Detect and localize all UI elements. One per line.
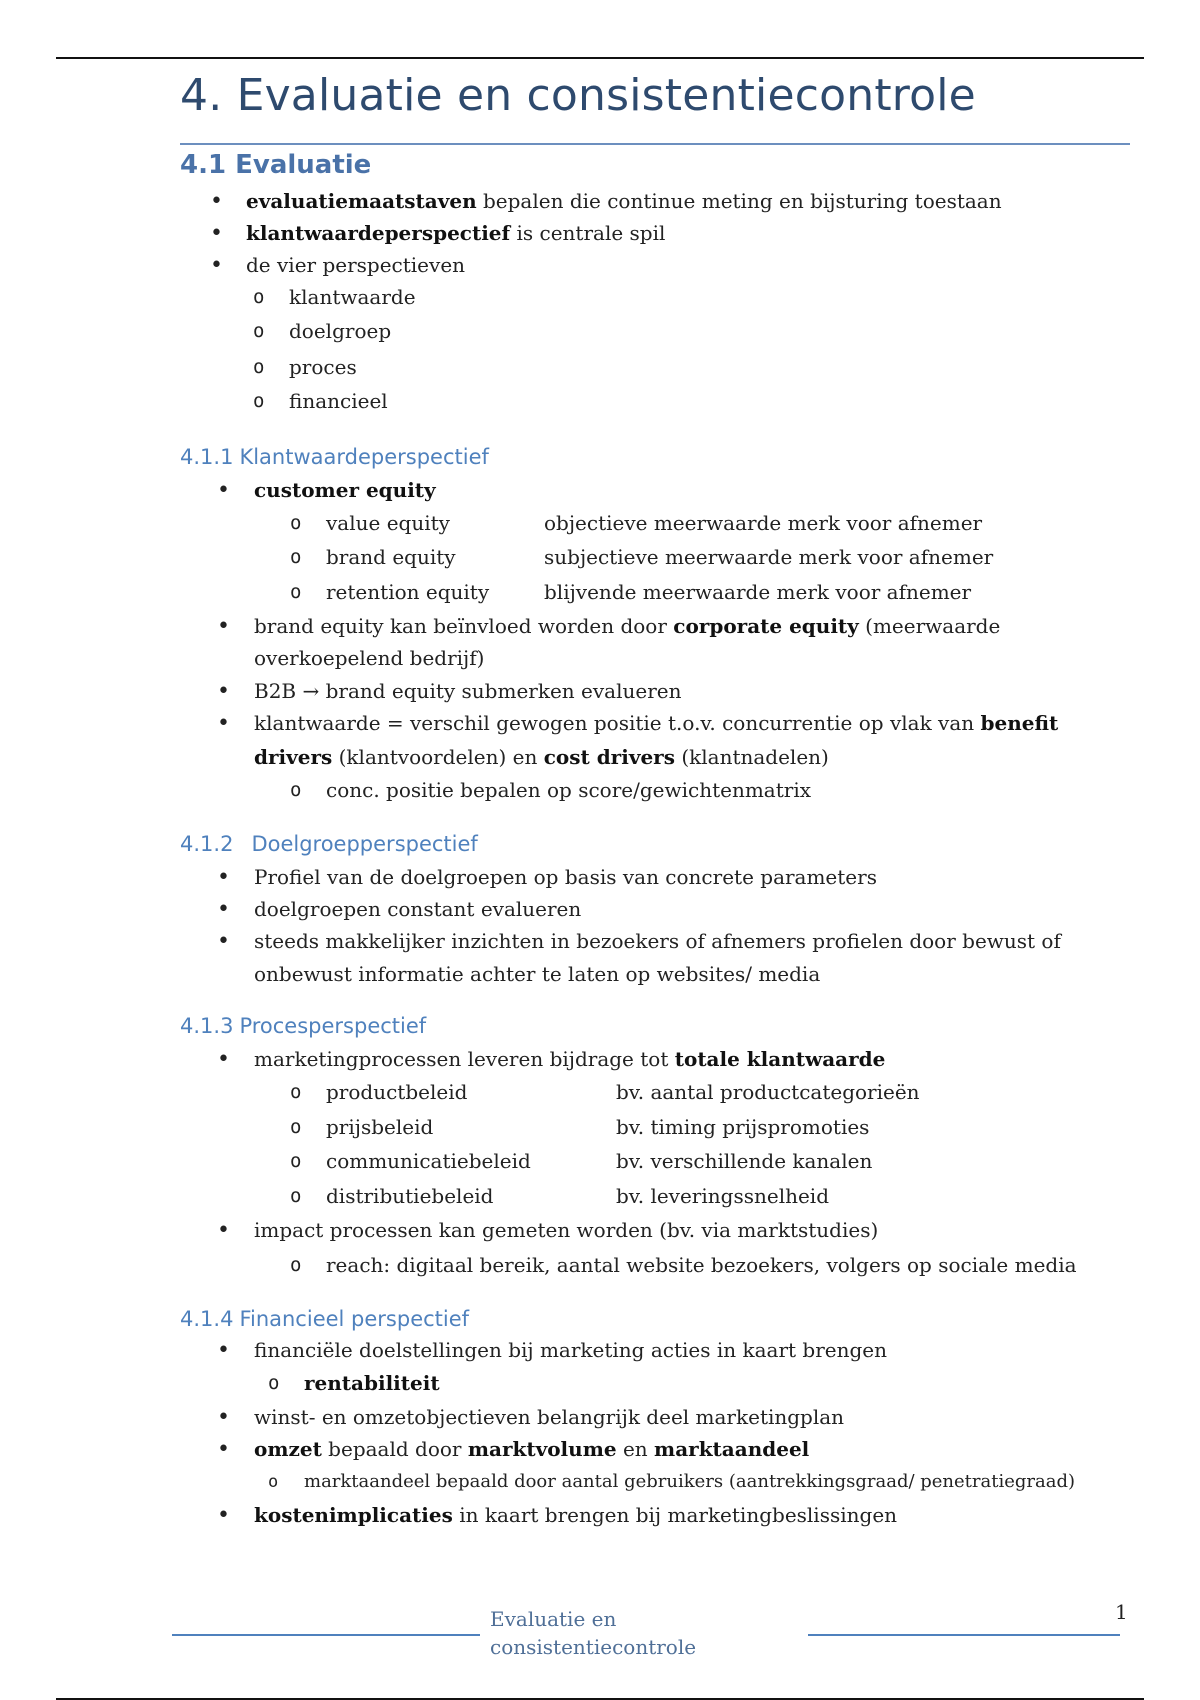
list-item: steeds makkelijker inzichten in bezoekers of afnemers profielen door bewust of xyxy=(254,929,1061,953)
list-item: evaluatiemaatstaven bepalen die continue meting en bijsturing toestaan xyxy=(246,189,1002,213)
sub-bullet: o xyxy=(290,1150,302,1172)
sub-bullet: o xyxy=(290,1081,302,1103)
top-rule xyxy=(56,57,1144,59)
sub-list-item: financieel xyxy=(289,389,388,413)
bullet xyxy=(217,676,230,707)
bullet xyxy=(217,1434,230,1465)
sub-list-item: proces xyxy=(289,355,357,379)
page-number: 1 xyxy=(1115,1600,1128,1624)
bullet xyxy=(217,1335,230,1366)
example: bv. verschillende kanalen xyxy=(616,1149,873,1173)
list-item: klantwaardeperspectief is centrale spil xyxy=(246,221,666,245)
sub-list-item: distributiebeleid xyxy=(326,1184,494,1208)
sub-bullet: o xyxy=(290,512,302,534)
list-item: doelgroepen constant evalueren xyxy=(254,897,582,921)
section-heading-4-1: 4.1 Evaluatie xyxy=(180,150,372,180)
sub-list-item: retention equity xyxy=(326,580,490,604)
footer-title: Evaluatie en consistentiecontrole xyxy=(490,1607,697,1659)
sub-list-item: productbeleid xyxy=(326,1080,468,1104)
sub-list-item: prijsbeleid xyxy=(326,1115,434,1139)
list-item: Profiel van de doelgroepen op basis van concrete parameters xyxy=(254,865,877,889)
list-item-continuation: drivers (klantvoordelen) en cost drivers (klantnadelen) xyxy=(254,745,829,769)
example: bv. leveringssnelheid xyxy=(616,1184,830,1208)
sub-list-item: value equity xyxy=(326,511,450,535)
section-heading-4-1-1: 4.1.1 Klantwaardeperspectief xyxy=(180,445,489,469)
list-item: omzet bepaald door marktvolume en marktaandeel xyxy=(254,1437,810,1461)
bullet xyxy=(217,1215,230,1246)
sub-bullet: o xyxy=(268,1372,280,1394)
list-item-continuation: onbewust informatie achter te laten op websites/ media xyxy=(254,962,821,986)
section-heading-4-1-3: 4.1.3 Procesperspectief xyxy=(180,1014,427,1038)
title-underline xyxy=(180,143,1130,145)
bullet xyxy=(217,1044,230,1075)
sub-bullet: o xyxy=(290,581,302,603)
list-item: marketingprocessen leveren bijdrage tot totale klantwaarde xyxy=(254,1047,886,1071)
example: bv. aantal productcategorieën xyxy=(616,1080,920,1104)
list-item: impact processen kan gemeten worden (bv. via marktstudies) xyxy=(254,1218,879,1242)
bullet xyxy=(217,708,230,739)
sub-list-item: klantwaarde xyxy=(289,285,416,309)
list-item: B2B → brand equity submerken evalueren xyxy=(254,679,682,703)
bullet xyxy=(217,894,230,925)
section-heading-4-1-4: 4.1.4 Financieel perspectief xyxy=(180,1307,470,1331)
page-title: 4. Evaluatie en consistentiecontrole xyxy=(180,70,976,121)
bullet xyxy=(217,611,230,642)
definition: subjectieve meerwaarde merk voor afnemer xyxy=(544,545,994,569)
bullet xyxy=(217,1500,230,1531)
sub-bullet: o xyxy=(290,546,302,568)
sub-list-item: brand equity xyxy=(326,545,456,569)
sub-list-item: marktaandeel bepaald door aantal gebruikers (aantrekkingsgraad/ penetratiegraad) xyxy=(304,1471,1076,1492)
definition: objectieve meerwaarde merk voor afnemer xyxy=(544,511,983,535)
sub-list-item: rentabiliteit xyxy=(304,1371,440,1395)
bullet xyxy=(210,250,223,281)
sub-list-item: communicatiebeleid xyxy=(326,1149,531,1173)
section-heading-4-1-2: 4.1.2 Doelgroepperspectief xyxy=(180,832,478,856)
footer-rule-right xyxy=(808,1634,1120,1636)
bullet xyxy=(217,475,230,506)
sub-bullet: o xyxy=(253,286,265,308)
bullet xyxy=(210,186,223,217)
definition: blijvende meerwaarde merk voor afnemer xyxy=(544,580,972,604)
list-item: de vier perspectieven xyxy=(246,253,466,277)
sub-bullet: o xyxy=(268,1472,279,1492)
sub-bullet: o xyxy=(290,779,302,801)
bullet xyxy=(210,218,223,249)
list-item: winst- en omzetobjectieven belangrijk deel marketingplan xyxy=(254,1405,845,1429)
bullet xyxy=(217,862,230,893)
sub-bullet: o xyxy=(253,356,265,378)
list-item-continuation: overkoepelend bedrijf) xyxy=(254,646,485,670)
bullet xyxy=(217,1402,230,1433)
sub-bullet: o xyxy=(253,320,265,342)
bullet xyxy=(217,926,230,957)
sub-bullet: o xyxy=(253,390,265,412)
sub-bullet: o xyxy=(290,1185,302,1207)
list-item: financiële doelstellingen bij marketing acties in kaart brengen xyxy=(254,1338,888,1362)
list-item: customer equity xyxy=(254,478,436,502)
sub-list-item: conc. positie bepalen op score/gewichtenmatrix xyxy=(326,778,811,802)
list-item: kostenimplicaties in kaart brengen bij marketingbeslissingen xyxy=(254,1503,898,1527)
sub-list-item: reach: digitaal bereik, aantal website bezoekers, volgers op sociale media xyxy=(326,1253,1077,1277)
sub-bullet: o xyxy=(290,1116,302,1138)
sub-bullet: o xyxy=(290,1254,302,1276)
footer-rule-left xyxy=(172,1634,480,1636)
list-item: klantwaarde = verschil gewogen positie t.o.v. concurrentie op vlak van benefit xyxy=(254,711,1059,735)
example: bv. timing prijspromoties xyxy=(616,1115,870,1139)
list-item: brand equity kan beïnvloed worden door corporate equity (meerwaarde xyxy=(254,614,1001,638)
sub-list-item: doelgroep xyxy=(289,319,392,343)
